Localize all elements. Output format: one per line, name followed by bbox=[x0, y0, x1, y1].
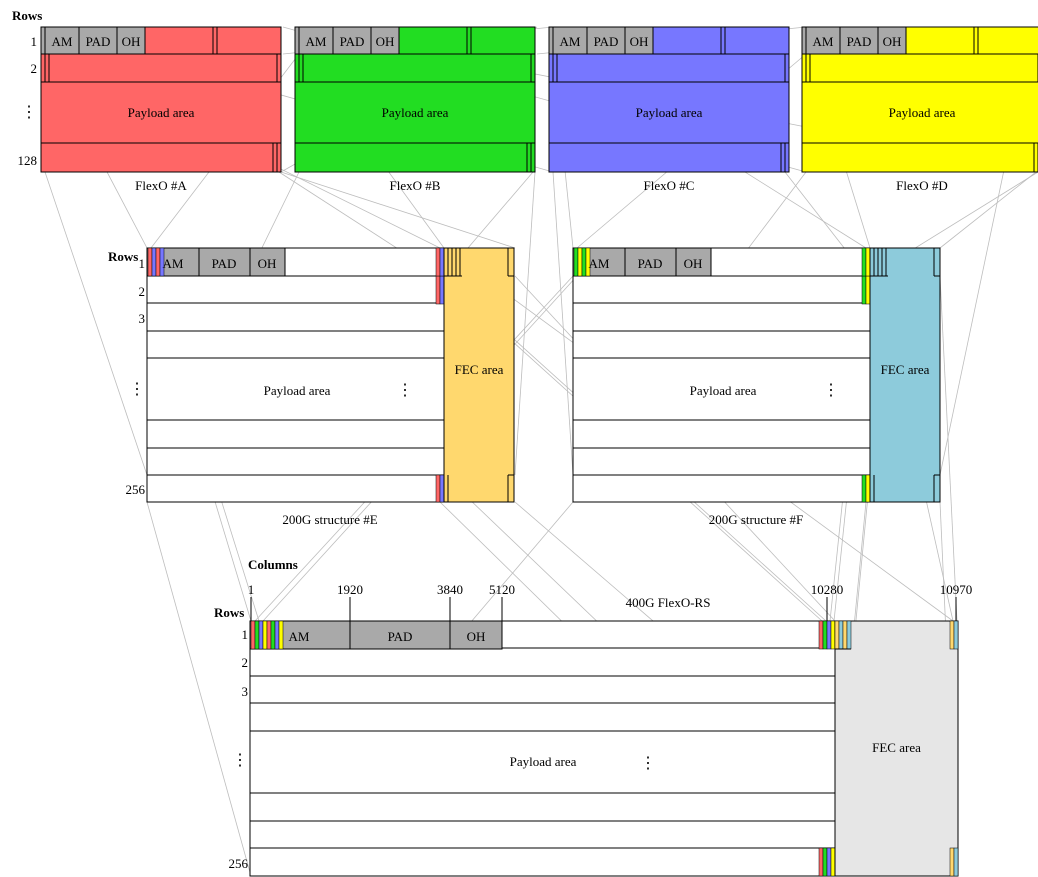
interleave-stripe bbox=[275, 621, 279, 649]
interleave-stripe bbox=[255, 621, 259, 649]
interleave-stripe bbox=[436, 475, 440, 502]
200g-structures bbox=[147, 248, 940, 527]
payload-area-label: Payload area bbox=[635, 105, 703, 120]
interleave-stripe bbox=[950, 848, 954, 876]
interleave-stripe bbox=[279, 621, 283, 649]
am-label: AM bbox=[559, 34, 581, 49]
flexo-rs-row-256-label: 256 bbox=[228, 856, 248, 871]
am-label: AM bbox=[162, 256, 184, 271]
interleave-stripe bbox=[835, 621, 839, 649]
column-tick-label: 1 bbox=[247, 582, 255, 597]
interleave-stripe bbox=[251, 621, 255, 649]
column-tick-label: 5120 bbox=[489, 582, 515, 597]
pad-label: PAD bbox=[387, 629, 413, 644]
400g-flexo-rs-frame bbox=[248, 582, 973, 876]
interleave-stripe bbox=[954, 848, 958, 876]
am-label: AM bbox=[305, 34, 327, 49]
flexo-row-dots-label: ⋮ bbox=[21, 104, 37, 121]
flexo-frame-caption: FlexO #D bbox=[896, 178, 948, 193]
interleave-stripe bbox=[259, 621, 263, 649]
flexo-row-2-label: 2 bbox=[30, 61, 37, 76]
am-label: AM bbox=[51, 34, 73, 49]
structure-payload-body bbox=[147, 248, 444, 502]
column-tick-label: 10280 bbox=[810, 582, 844, 597]
flexo-rs-row-1-label: 1 bbox=[241, 627, 248, 642]
am-label: AM bbox=[288, 629, 310, 644]
interleave-stripe bbox=[954, 621, 958, 649]
interleave-stripe bbox=[950, 621, 954, 649]
fec-area-label: FEC area bbox=[880, 362, 930, 377]
interleave-stripe bbox=[819, 848, 823, 876]
am-label: AM bbox=[812, 34, 834, 49]
interleave-stripe bbox=[823, 848, 827, 876]
payload-area-label: Payload area bbox=[381, 105, 449, 120]
oh-label: OH bbox=[882, 34, 902, 49]
interleave-stripe bbox=[862, 248, 866, 276]
oh-label: OH bbox=[683, 256, 703, 271]
interleave-stripe bbox=[152, 248, 156, 276]
flexo-rs-row-dots-label: ⋮ bbox=[232, 752, 248, 769]
interleave-stripe bbox=[847, 621, 851, 649]
flexo-rs-title: 400G FlexO-RS bbox=[625, 595, 711, 610]
flexo-frame-caption: FlexO #C bbox=[643, 178, 695, 193]
structure-e bbox=[147, 248, 514, 527]
connector-line bbox=[45, 172, 147, 475]
flexo-frame-b bbox=[295, 27, 535, 193]
connector-line bbox=[940, 172, 1036, 248]
connector-line bbox=[515, 172, 535, 475]
oh-label: OH bbox=[629, 34, 649, 49]
structure-f bbox=[573, 248, 940, 527]
interleave-stripe bbox=[271, 621, 275, 649]
pad-label: PAD bbox=[846, 34, 872, 49]
flexo-frame-caption: FlexO #A bbox=[135, 178, 187, 193]
pad-label: PAD bbox=[211, 256, 237, 271]
payload-dots: ⋮ bbox=[823, 382, 839, 399]
structure-payload-body bbox=[573, 248, 870, 502]
connector-line bbox=[940, 276, 957, 621]
oh-label: OH bbox=[121, 34, 141, 49]
flexo-rs-row-2-label: 2 bbox=[241, 655, 248, 670]
interleave-stripe bbox=[440, 475, 444, 502]
interleave-stripe bbox=[831, 848, 835, 876]
oh-label: OH bbox=[466, 629, 486, 644]
structure-e-row-256-label: 256 bbox=[125, 482, 145, 497]
interleave-stripe bbox=[267, 621, 271, 649]
interleave-stripe bbox=[827, 621, 831, 649]
interleave-stripe bbox=[866, 276, 870, 304]
pad-label: PAD bbox=[637, 256, 663, 271]
interleave-stripe bbox=[862, 276, 866, 304]
flexo-frame-caption: FlexO #B bbox=[389, 178, 441, 193]
structure-e-row-2-label: 2 bbox=[138, 284, 145, 299]
pad-label: PAD bbox=[85, 34, 111, 49]
flexo-frame-d bbox=[802, 27, 1038, 193]
flexo-row-1-label: 1 bbox=[30, 34, 37, 49]
interleave-stripe bbox=[436, 248, 440, 276]
interleave-stripe bbox=[156, 248, 160, 276]
interleave-stripe bbox=[578, 248, 582, 276]
pad-label: PAD bbox=[593, 34, 619, 49]
structure-caption: 200G structure #F bbox=[708, 512, 804, 527]
structure-e-row-3-label: 3 bbox=[138, 311, 145, 326]
flexo-frame-c bbox=[549, 27, 789, 193]
flexo-rs-payload-body bbox=[250, 621, 835, 876]
fec-area-label: FEC area bbox=[454, 362, 504, 377]
structure-e-rows-label: Rows bbox=[108, 249, 139, 264]
column-tick-label: 1920 bbox=[337, 582, 363, 597]
interleave-stripe bbox=[839, 621, 843, 649]
column-tick-label: 3840 bbox=[437, 582, 463, 597]
fec-area-label: FEC area bbox=[872, 740, 921, 755]
payload-area-label: Payload area bbox=[263, 383, 331, 398]
interleave-stripe bbox=[263, 621, 267, 649]
interleave-stripe bbox=[831, 621, 835, 649]
interleave-stripe bbox=[436, 276, 440, 304]
payload-dots: ⋮ bbox=[640, 755, 656, 772]
rows-axis-label: Rows bbox=[12, 8, 43, 23]
oh-label: OH bbox=[257, 256, 277, 271]
interleave-stripe bbox=[843, 621, 847, 649]
interleave-stripe bbox=[866, 475, 870, 502]
column-tick-label: 10970 bbox=[939, 582, 973, 597]
flexo-row-128-label: 128 bbox=[17, 153, 37, 168]
payload-dots: ⋮ bbox=[397, 382, 413, 399]
interleave-stripe bbox=[574, 248, 578, 276]
structure-e-row-1-label: 1 bbox=[138, 256, 145, 271]
interleave-stripe bbox=[862, 475, 866, 502]
flexo-rs-row-3-label: 3 bbox=[241, 684, 248, 699]
interleave-stripe bbox=[823, 621, 827, 649]
interleave-stripe bbox=[827, 848, 831, 876]
payload-area-label: Payload area bbox=[509, 754, 577, 769]
flexo-frame-a bbox=[41, 27, 281, 193]
connector-line bbox=[147, 502, 251, 876]
pad-label: PAD bbox=[339, 34, 365, 49]
structure-caption: 200G structure #E bbox=[282, 512, 378, 527]
interleave-stripe bbox=[582, 248, 586, 276]
interleave-stripe bbox=[819, 621, 823, 649]
flexo-rs-rows-label: Rows bbox=[214, 605, 245, 620]
interleave-stripe bbox=[440, 248, 444, 276]
structure-e-row-dots-label: ⋮ bbox=[129, 381, 145, 398]
interleave-stripe bbox=[866, 248, 870, 276]
payload-area-label: Payload area bbox=[689, 383, 757, 398]
interleave-stripe bbox=[440, 276, 444, 304]
interleave-stripe bbox=[148, 248, 152, 276]
oh-label: OH bbox=[375, 34, 395, 49]
payload-area-label: Payload area bbox=[127, 105, 195, 120]
columns-axis-label: Columns bbox=[248, 557, 298, 572]
payload-area-label: Payload area bbox=[888, 105, 956, 120]
am-label: AM bbox=[588, 256, 610, 271]
